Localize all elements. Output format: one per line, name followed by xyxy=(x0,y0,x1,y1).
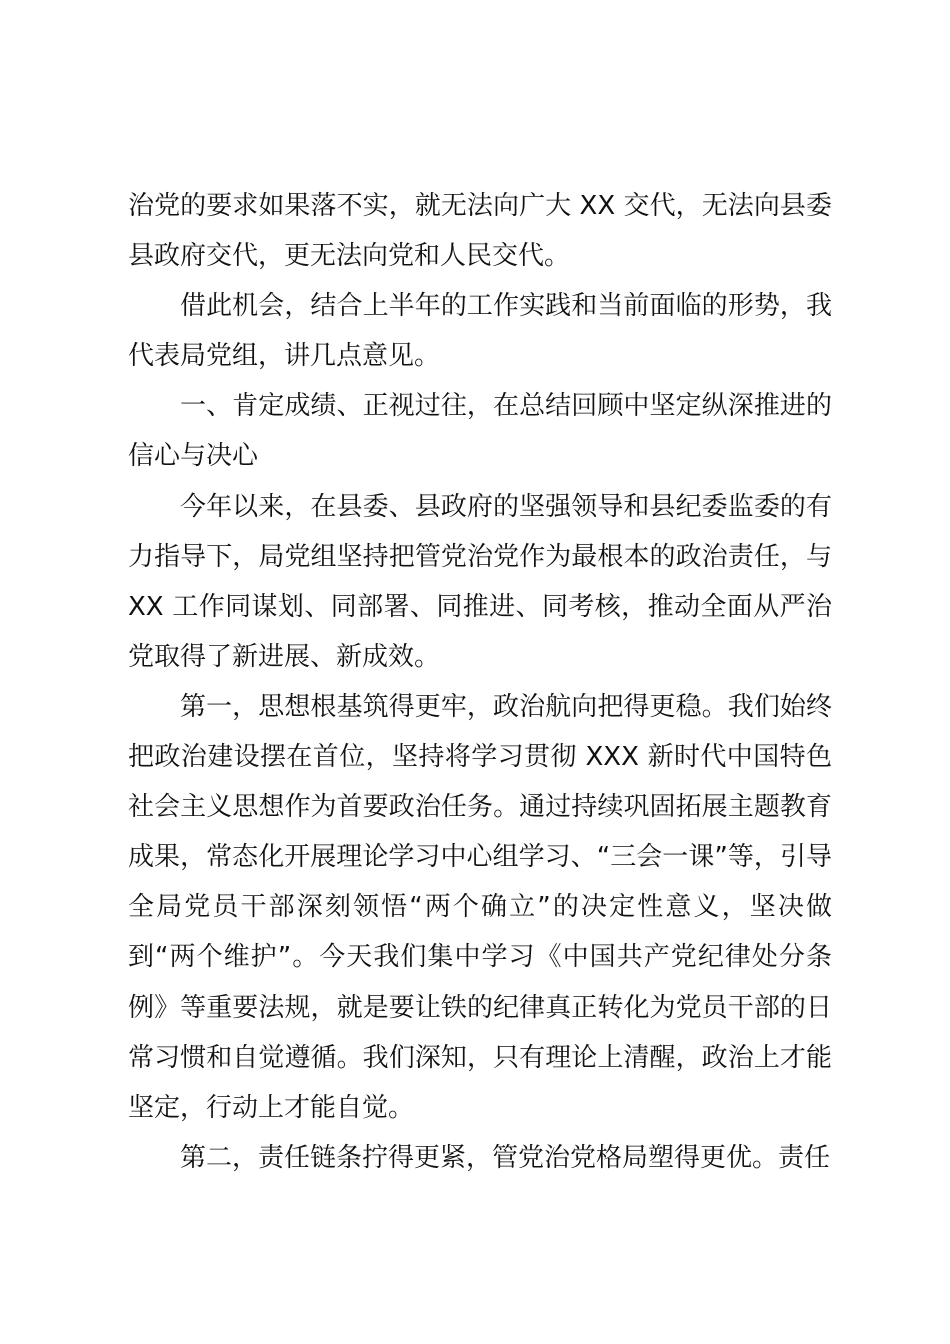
paragraph-continuation: 治党的要求如果落不实，就无法向广大 XX 交代，无法向县委县政府交代，更无法向党和人民交代。 xyxy=(128,191,832,272)
paragraph-intro: 借此机会，结合上半年的工作实践和当前面临的形势，我代表局党组，讲几点意见。 xyxy=(128,291,832,372)
paragraph-overview: 今年以来，在县委、县政府的坚强领导和县纪委监委的有力指导下，局党组坚持把管党治党作为最根本的政治责任，与 XX 工作同谋划、同部署、同推进、同考核，推动全面从严治党取得了新进展、新成效。 xyxy=(128,491,832,672)
section-heading-1: 一、肯定成绩、正视过往，在总结回顾中坚定纵深推进的信心与决心 xyxy=(128,391,832,472)
paragraph-point-1: 第一，思想根基筑得更牢，政治航向把得更稳。我们始终把政治建设摆在首位，坚持将学习贯彻 XXX 新时代中国特色社会主义思想作为首要政治任务。通过持续巩固拓展主题教育成果，常态化开展理论学习中心组学习、“三会一课”等，引导全局党员干部深刻领悟“两个确立”的决定性意义，坚决做到“两个维护”。今天我们集中学习《中国共产党纪律处分条例》等重要法规，就是要让铁的纪律真正转化为党员干部的日常习惯和自觉遵循。我们深知，只有理论上清醒，政治上才能坚定，行动上才能自觉。 xyxy=(128,691,832,1123)
document-body xyxy=(128,181,832,1183)
paragraph-point-2: 第二，责任链条拧得更紧，管党治党格局塑得更优。责任 xyxy=(180,1142,831,1173)
